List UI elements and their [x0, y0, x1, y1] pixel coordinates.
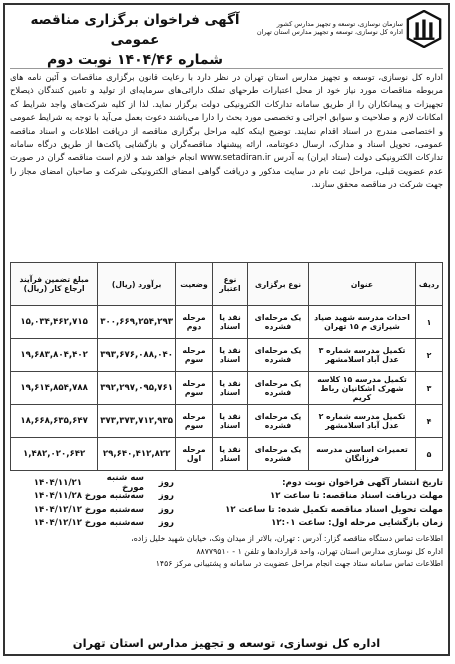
table-header-row: [11, 263, 443, 306]
cell-status: مرحله دوم: [176, 306, 213, 339]
col-estimate: برآورد (ریال): [98, 263, 176, 306]
notice-title: [10, 10, 260, 70]
schedule-date: ۱۴۰۴/۱۲/۱۲: [33, 504, 82, 515]
schedule-day: سه‌شنبه مورخ: [84, 518, 144, 529]
org-line-2: اداره کل نوسازی، توسعه و تجهیز مدارس استان تهران: [256, 28, 403, 36]
cell-row: ۱: [416, 306, 443, 339]
table-row: [11, 405, 443, 438]
cell-estimate: ۳۹۲,۲۹۷,۰۹۵,۷۶۱: [98, 372, 176, 405]
cell-title: تکمیل مدرسه شماره ۳ عدل آباد اسلامشهر: [309, 339, 416, 372]
cell-type: یک مرحله‌ای فشرده: [248, 339, 309, 372]
organization-logo-icon: [405, 10, 443, 48]
schedule-day: سه‌شنبه مورخ: [84, 504, 144, 515]
schedule: [10, 472, 443, 530]
title-line-2: شماره ۱۴۰۴/۴۶ نوبت دوم: [46, 52, 223, 68]
cell-guarantee: ۱۸,۶۶۸,۶۳۵,۶۴۷: [11, 405, 98, 438]
intro-paragraph-1: اداره کل نوسازی، توسعه و تجهیز مدارس استان تهران در نظر دارد با رعایت قانون برگزاری مناقصات و آئین نامه های مربوطه مناقصات مورد نیاز خود از محل اعتبارات طرحهای تملک دارائی‌های سرمایه‌ای از تولید و تامین کنندگان ذیصلاح تجهیزات و پیمانکاران را از طریق سامانه تدارکات الکترونیکی دولت برگزار نماید. لذا از کلیه شرکت‌های واجد شرایط که امکانات لازم و صلاحیت و سوابق اجرائی و تخصصی مورد بحث را دارا می‌باشند دعوت بعمل می‌آید با توجه به شرایط عمومی و اختصاصی مندرج در اسناد اقدام نمایند.: [10, 72, 443, 136]
schedule-label: زمان بازگشایی مرحله اول: ساعت ۱۲:۰۱: [271, 518, 443, 529]
schedule-date: ۱۴۰۴/۱۲/۱۲: [33, 518, 82, 529]
cell-guarantee: ۱۵,۰۳۴,۴۶۲,۷۱۵: [11, 306, 98, 339]
tender-table: [10, 262, 443, 471]
schedule-day: سه‌شنبه مورخ: [84, 491, 144, 502]
tender-notice: [3, 3, 450, 656]
contact-line-1: اطلاعات تماس دستگاه مناقصه گزار: آدرس : تهران، بالاتر از میدان ونک، خیابان شهید خلیل زاده،: [131, 534, 443, 543]
cell-status: مرحله سوم: [176, 405, 213, 438]
cell-guarantee: ۱۹,۶۱۴,۸۵۴,۷۸۸: [11, 372, 98, 405]
schedule-unit: روز: [158, 477, 174, 488]
cell-title: احداث مدرسه شهید صیاد شیرازی م ۱۵ تهران: [309, 306, 416, 339]
col-title: عنوان: [309, 263, 416, 306]
table-row: [11, 306, 443, 339]
organization-name: [253, 20, 403, 36]
cell-credit: نقد یا اسناد: [213, 438, 248, 471]
schedule-row: [10, 472, 443, 493]
schedule-label: مهلت دریافت اسناد مناقصه: تا ساعت ۱۲: [269, 491, 443, 502]
contact-line-2: اداره کل نوسازی مدارس استان تهران، واحد قراردادها و تلفن ۱ - ۸۸۷۷۹۵۱۰: [196, 546, 443, 556]
schedule-unit: روز: [158, 518, 174, 529]
cell-credit: نقد یا اسناد: [213, 372, 248, 405]
schedule-unit: روز: [158, 504, 174, 515]
cell-credit: نقد یا اسناد: [213, 339, 248, 372]
cell-guarantee: ۱۹,۶۸۳,۸۰۴,۴۰۲: [11, 339, 98, 372]
schedule-date: ۱۴۰۴/۱۱/۲۱: [33, 477, 82, 488]
schedule-label: مهلت تحویل اسناد مناقصه تکمیل شده: تا ساعت ۱۲: [225, 504, 443, 515]
cell-type: یک مرحله‌ای فشرده: [248, 372, 309, 405]
schedule-day: سه شنبه مورخ: [106, 472, 144, 493]
col-guarantee: مبلغ تضمین فرآیند ارجاع کار (ریال): [11, 263, 98, 306]
cell-guarantee: ۱,۴۸۲,۰۲۰,۶۴۲: [11, 438, 98, 471]
schedule-row: [10, 490, 443, 504]
cell-credit: نقد یا اسناد: [213, 405, 248, 438]
cell-row: ۴: [416, 405, 443, 438]
cell-status: مرحله اول: [176, 438, 213, 471]
cell-credit: نقد یا اسناد: [213, 306, 248, 339]
table-row: [11, 339, 443, 372]
contact-line-3: اطلاعات تماس سامانه ستاد جهت انجام مراحل عضویت در سامانه و پشتیبانی مرکز ۱۴۵۶: [155, 559, 443, 568]
schedule-unit: روز: [158, 491, 174, 502]
schedule-date: ۱۴۰۴/۱۱/۲۸: [33, 491, 82, 502]
cell-title: تکمیل مدرسه شماره ۲ عدل آباد اسلامشهر: [309, 405, 416, 438]
cell-row: ۲: [416, 339, 443, 372]
schedule-label: تاریخ انتشار آگهی فراخوان نوبت دوم:: [282, 477, 443, 488]
notice-body: [10, 71, 443, 258]
cell-status: مرحله سوم: [176, 339, 213, 372]
footer-organization: اداره کل نوسازی، توسعه و تجهیز مدارس استان تهران: [72, 636, 381, 650]
cell-row: ۵: [416, 438, 443, 471]
cell-title: تکمیل مدرسه ۱۵ کلاسه شهرک اشکانیان رباط کریم: [309, 372, 416, 405]
cell-estimate: ۲۹,۶۴۰,۴۱۲,۸۲۲: [98, 438, 176, 471]
contact-info: [10, 533, 443, 571]
cell-estimate: ۳۰۰,۶۶۹,۲۵۴,۲۹۳: [98, 306, 176, 339]
cell-estimate: ۳۷۳,۳۷۳,۷۱۲,۹۳۵: [98, 405, 176, 438]
table-row: [11, 372, 443, 405]
cell-status: مرحله سوم: [176, 372, 213, 405]
notice-header: [10, 8, 443, 69]
cell-type: یک مرحله‌ای فشرده: [248, 405, 309, 438]
intro-paragraph-2: توضیح اینکه کلیه مراحل برگزاری مناقصه از دریافت اطلاعات و اسناد مناقصه عمومی، تحویل اسناد و مدارک، ارسال دعوتنامه، ارائه پیشنهاد مناقصه‌گران و بازگشایی پاکت‌ها از طریق درگاه سامانه تدارکات الکترونیکی دولت (ستاد ایران) به آدرس www.setadiran.ir انجام خواهد شد و لازم است مناقصه گران در صورت عدم عضویت قبلی، مراحل ثبت نام در سایت مذکور و دریافت گواهی امضای الکترونیکی شرکت و صاحبان امضای مجاز را جهت شرکت در مناقصه محقق سازند.: [10, 125, 443, 190]
schedule-row: [10, 503, 443, 517]
cell-type: یک مرحله‌ای فشرده: [248, 306, 309, 339]
col-row: ردیف: [416, 263, 443, 306]
cell-estimate: ۳۹۳,۶۷۶,۰۸۸,۰۴۰: [98, 339, 176, 372]
col-status: وضعیت: [176, 263, 213, 306]
col-credit: نوع اعتبار: [213, 263, 248, 306]
cell-type: یک مرحله‌ای فشرده: [248, 438, 309, 471]
title-line-1: آگهی فراخوان برگزاری مناقصه عمومی: [30, 12, 240, 48]
cell-title: تعمیرات اساسی مدرسه فرزانگان: [309, 438, 416, 471]
cell-row: ۳: [416, 372, 443, 405]
table-row: [11, 438, 443, 471]
schedule-row: [10, 517, 443, 531]
col-type: نوع برگزاری: [248, 263, 309, 306]
org-line-1: سازمان نوسازی، توسعه و تجهیز مدارس کشور: [276, 20, 403, 28]
